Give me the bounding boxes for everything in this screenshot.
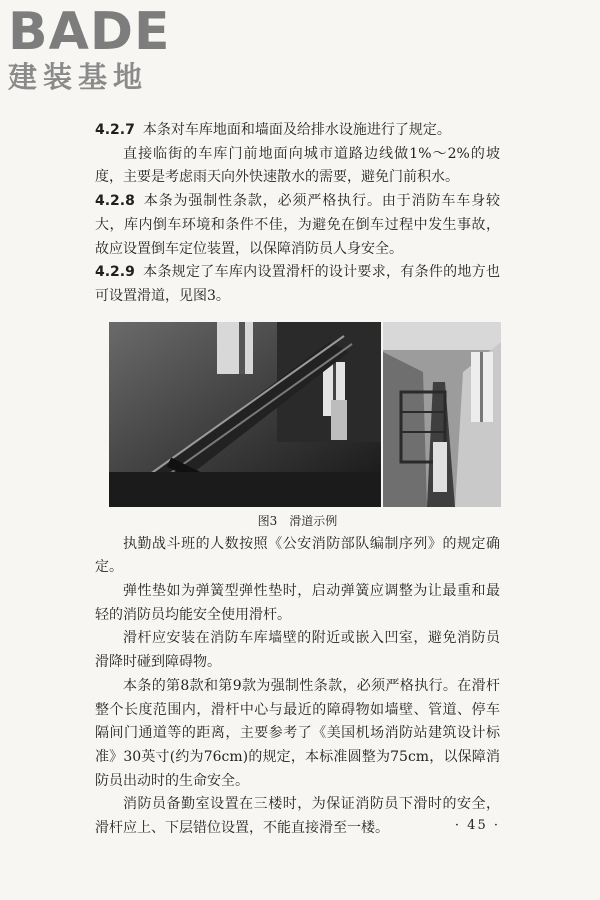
logo-subtitle: 建装基地 [8, 60, 149, 94]
stairway-slide-photo [109, 322, 381, 507]
paragraph-team-size: 执勤战斗班的人数按照《公安消防部队编制序列》的规定确定。 [95, 535, 500, 576]
clause-number: 4.2.8 [95, 193, 135, 210]
clause-text: 本条为强制性条款，必须严格执行。由于消防车车身较大，库内倒车环境和条件不佳，为避免在倒车过程中发生事故，故应设置倒车定位装置，以保障消防员人身安全。 [95, 193, 500, 257]
paragraph-mandatory-clearance: 本条的第8款和第9款为强制性条款，必须严格执行。在滑杆整个长度范围内，滑杆中心与最近的障碍物如墙壁、管道、停车隔间门通道等的距离，主要参考了《美国机场消防站建筑设计标准》30英寸(约为76cm)的规定，本标准圆整为75cm，以保障消防员出动时的生命安全。 [95, 677, 500, 789]
page-number: · 45 · [454, 818, 500, 833]
clause-4-2-8 [95, 190, 500, 261]
corridor-slide-photo [383, 322, 501, 507]
clause-4-2-9 [95, 261, 500, 308]
clause-text: 本条对车库地面和墙面及给排水设施进行了规定。 [142, 122, 451, 138]
page-body [95, 119, 500, 841]
clause-number: 4.2.9 [95, 264, 135, 281]
paragraph-pole-location: 滑杆应安装在消防车库墙壁的附近或嵌入凹室，避免消防员滑降时碰到障碍物。 [95, 630, 500, 671]
clause-text: 本条规定了车库内设置滑杆的设计要求，有条件的地方也可设置滑道，见图3。 [95, 264, 500, 304]
bade-logo [8, 2, 183, 98]
clause-number: 4.2.7 [95, 122, 135, 138]
clause-4-2-7 [95, 119, 500, 143]
logo-wordmark: BADE [8, 2, 171, 62]
paragraph-elastic-pad: 弹性垫如为弹簧型弹性垫时，启动弹簧应调整为让最重和最轻的消防员均能安全使用滑杆。 [95, 583, 500, 623]
figure-caption: 图3 滑道示例 [257, 513, 338, 528]
figure-3 [95, 322, 500, 507]
paragraph-slope: 直接临街的车库门前地面向城市道路边线做1%～2%的坡度，主要是考虑雨天向外快速散水的需要，避免门前积水。 [95, 145, 500, 186]
paragraph-staggered-poles: 消防员备勤室设置在三楼时，为保证消防员下滑时的安全，滑杆应上、下层错位设置，不能直接滑至一楼。 [95, 796, 500, 837]
